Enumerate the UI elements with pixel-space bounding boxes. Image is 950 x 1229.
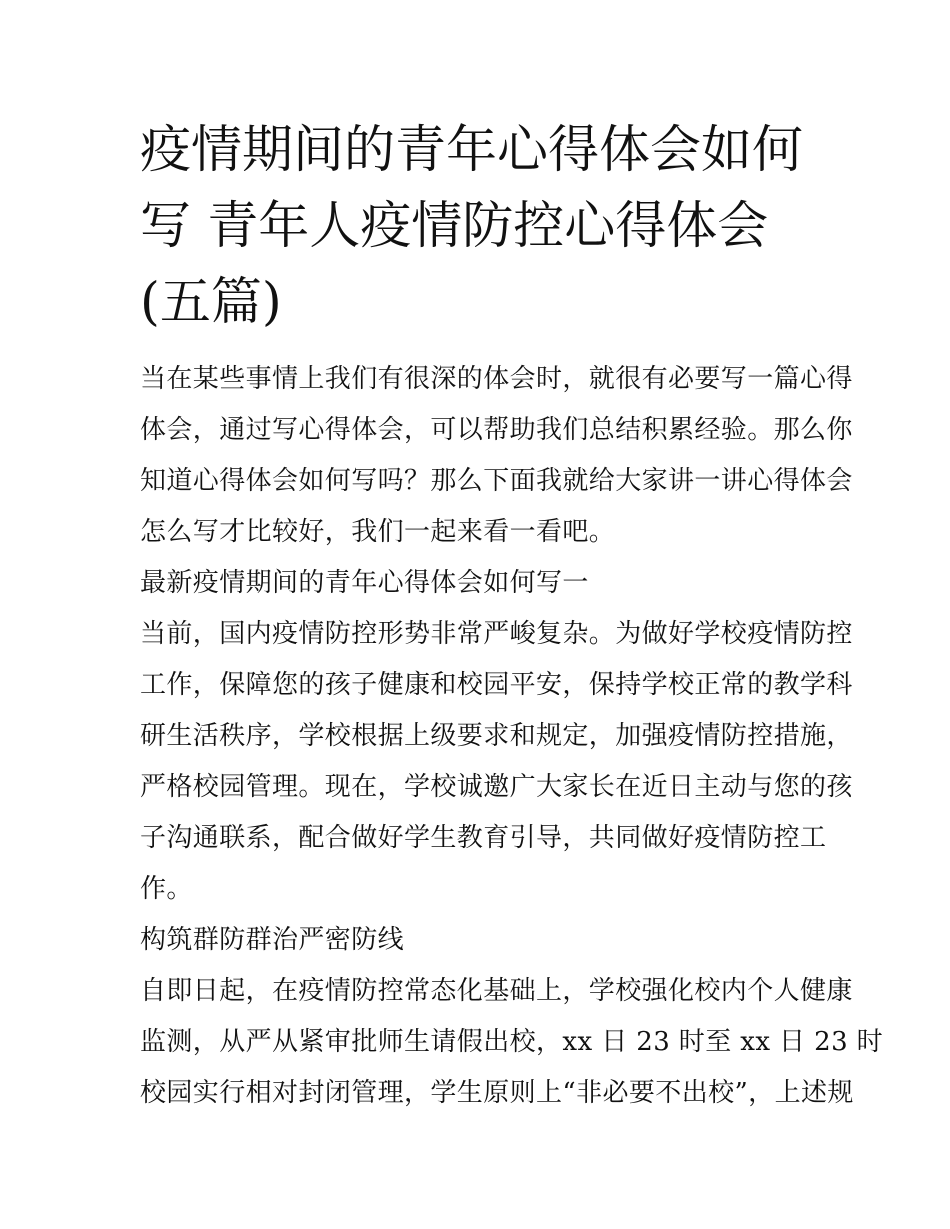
body-line: 当前，国内疫情防控形势非常严峻复杂。为做好学校疫情防控 [140,619,853,649]
body-line: 子沟通联系，配合做好学生教育引导，共同做好疫情防控工 [140,823,827,853]
document-body [140,354,884,1119]
body-line: 知道心得体会如何写吗？那么下面我就给大家讲一讲心得体会 [140,466,853,496]
body-line: 监测，从严从紧审批师生请假出校，xx 日 23 时至 xx 日 23 时 [140,1027,884,1057]
body-line: 校园实行相对封闭管理，学生原则上“非必要不出校”，上述规 [140,1078,854,1108]
body-line: 体会，通过写心得体会，可以帮助我们总结积累经验。那么你 [140,415,853,445]
body-line: 研生活秩序，学校根据上级要求和规定，加强疫情防控措施， [140,721,853,751]
title-line: 疫情期间的青年心得体会如何 [140,121,804,180]
body-line: 怎么写才比较好，我们一起来看一看吧。 [140,517,616,547]
document-title [140,113,820,341]
body-line: 自即日起，在疫情防控常态化基础上，学校强化校内个人健康 [140,976,853,1006]
section-heading: 构筑群防群治严密防线 [140,925,405,955]
section-heading: 最新疫情期间的青年心得体会如何写一 [140,568,589,598]
body-line: 工作，保障您的孩子健康和校园平安，保持学校正常的教学科 [140,670,853,700]
body-line: 严格校园管理。现在，学校诚邀广大家长在近日主动与您的孩 [140,772,853,802]
body-line: 作。 [140,874,193,904]
title-line: 写 青年人疫情防控心得体会 [140,197,769,256]
title-line: (五篇) [140,273,282,332]
body-line: 当在某些事情上我们有很深的体会时，就很有必要写一篇心得 [140,364,853,394]
